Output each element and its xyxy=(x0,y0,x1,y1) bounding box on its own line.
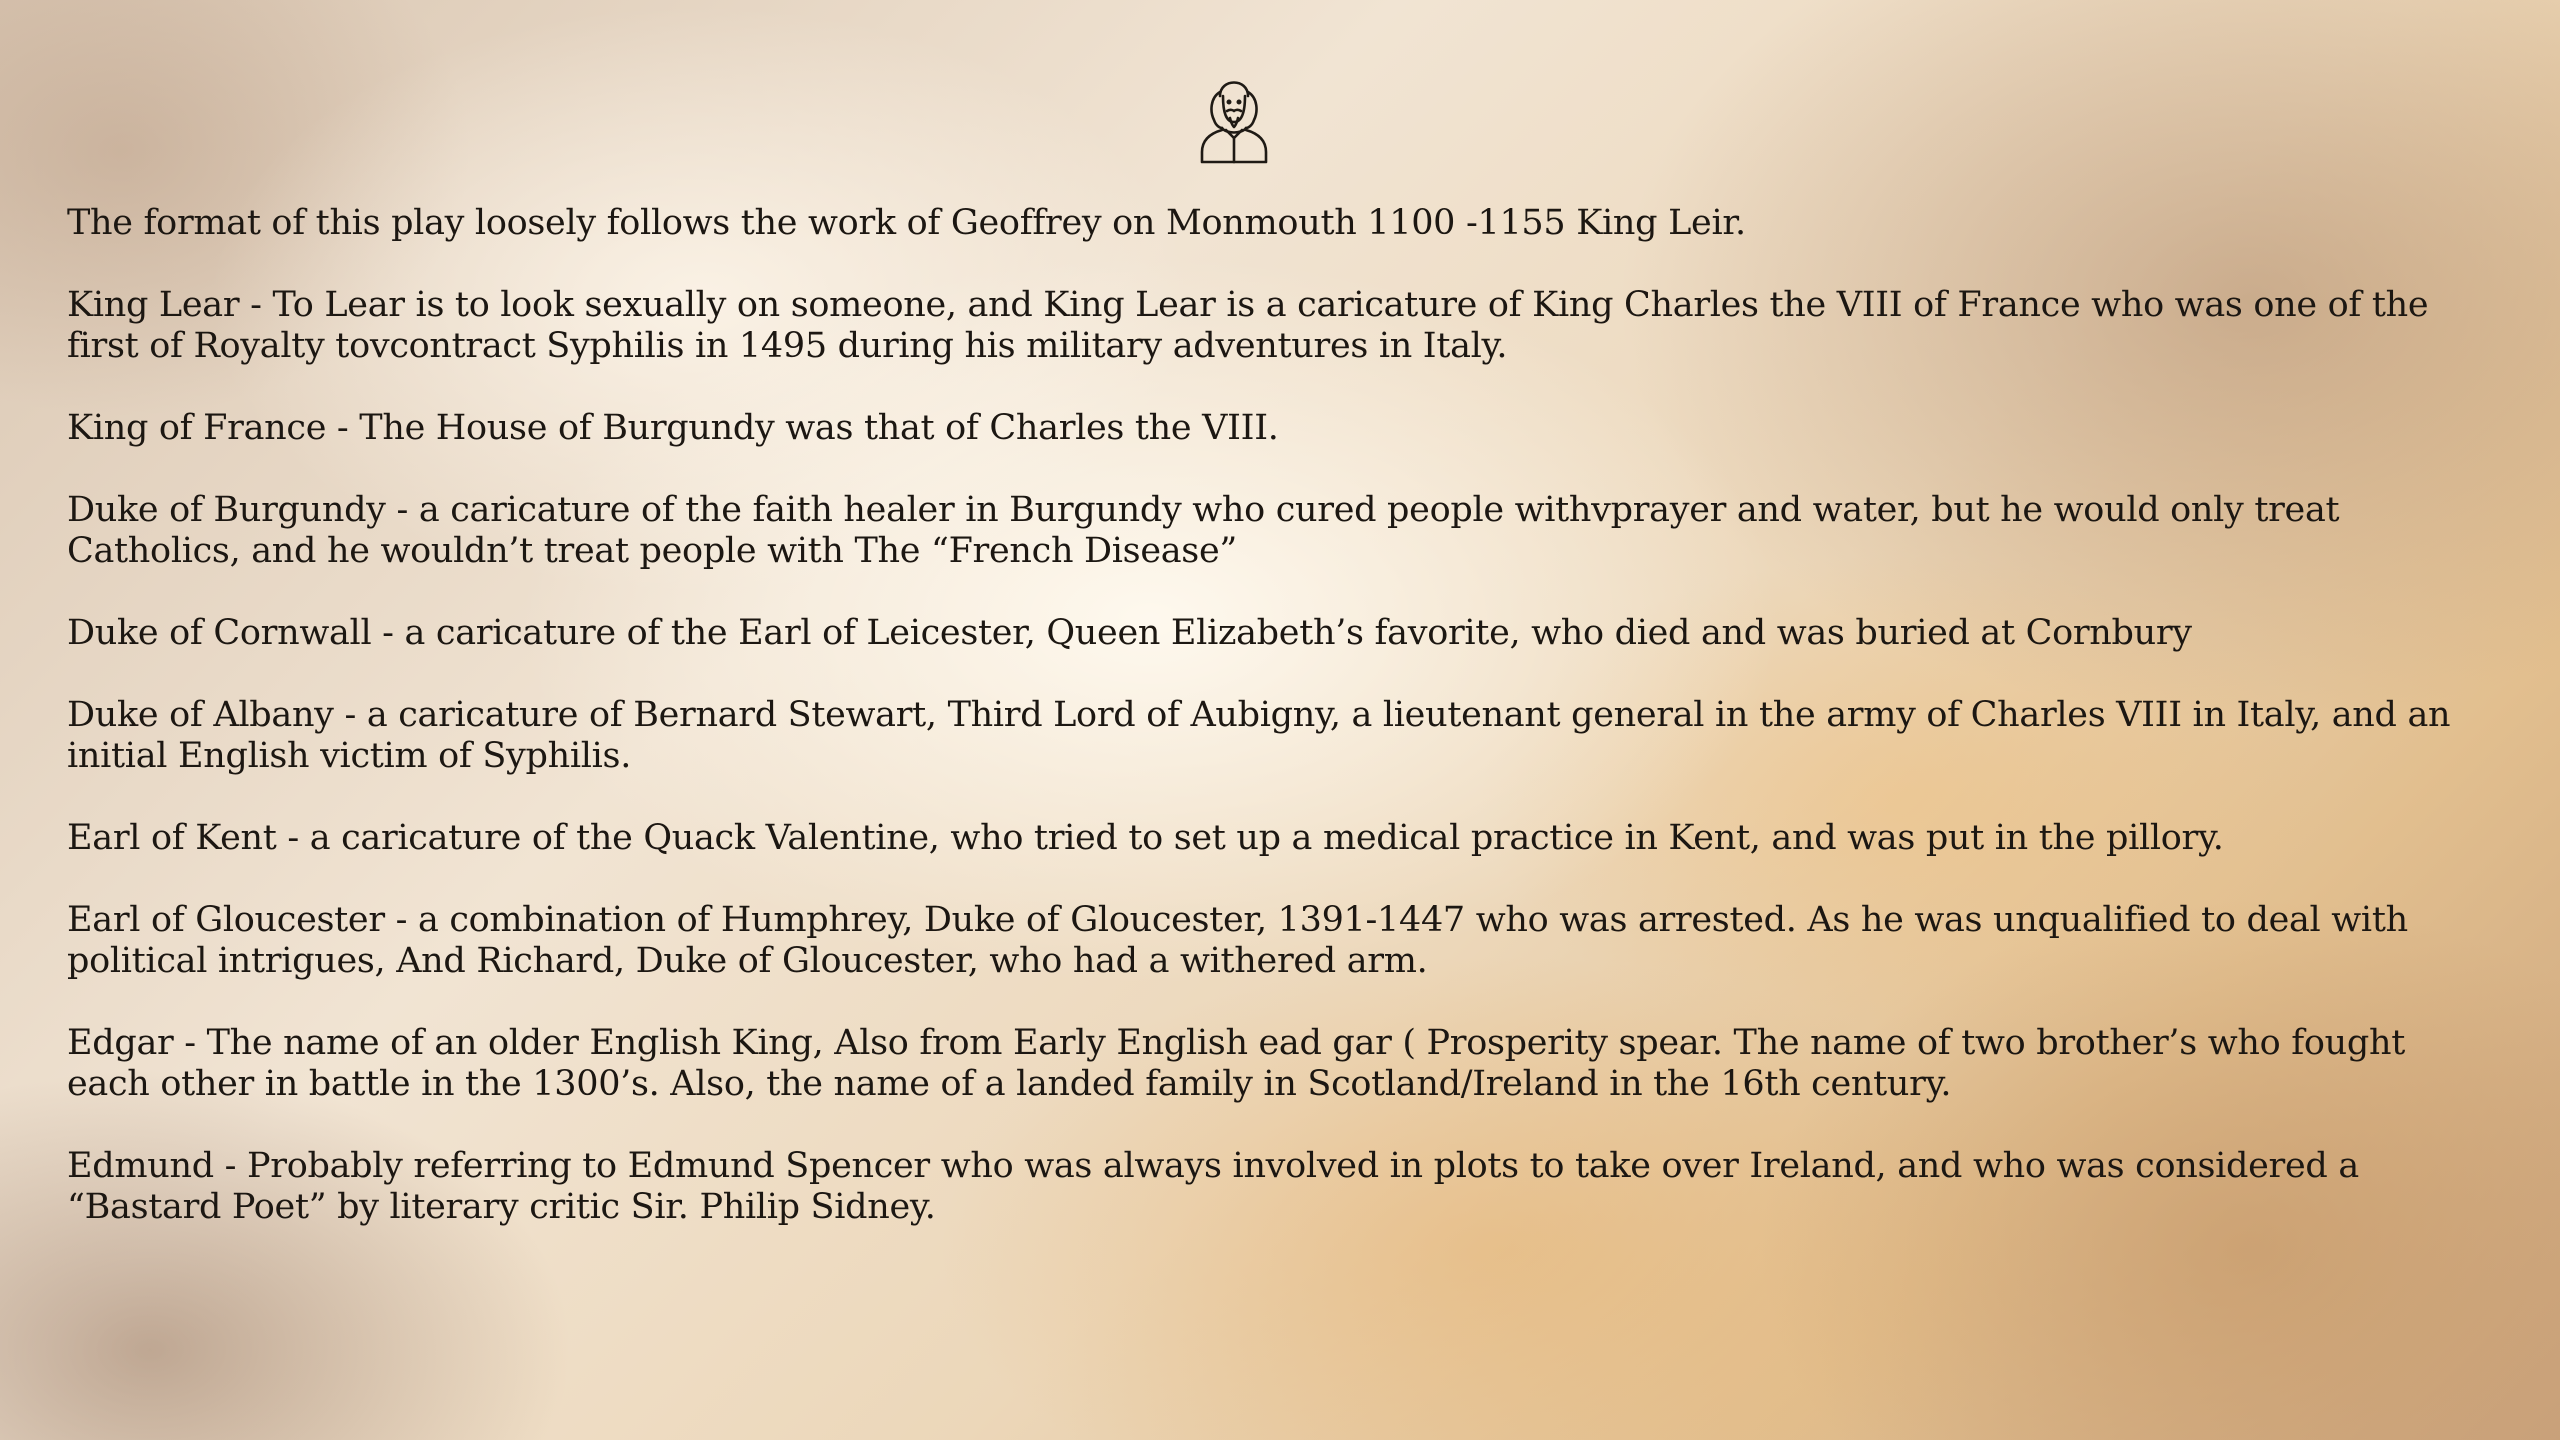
paragraph-earl-of-kent: Earl of Kent - a caricature of the Quack Valentine, who tried to set up a medical practice in Kent, and was put in the pillory. xyxy=(67,818,2224,858)
paragraph-duke-of-albany: Duke of Albany - a caricature of Bernard Stewart, Third Lord of Aubigny, a lieutenant general in the army of Charles VIII in Italy, and an initial English victim of Syphilis. xyxy=(67,695,2451,776)
paragraph-edmund: Edmund - Probably referring to Edmund Spencer who was always involved in plots to take over Ireland, and who was considered a “Bastard Poet” by literary critic Sir. Philip Sidney. xyxy=(67,1146,2359,1227)
paragraph-intro: The format of this play loosely follows the work of Geoffrey on Monmouth 1100 -1155 King Leir. xyxy=(67,203,1746,243)
paragraph-earl-of-gloucester: Earl of Gloucester - a combination of Humphrey, Duke of Gloucester, 1391-1447 who was arrested. As he was unqualified to deal with political intrigues, And Richard, Duke of Gloucester, who had a withered arm. xyxy=(67,900,2408,981)
paragraph-king-of-france: King of France - The House of Burgundy was that of Charles the VIII. xyxy=(67,408,1279,448)
shakespeare-portrait-icon xyxy=(1196,64,1272,166)
notes-text xyxy=(67,203,2467,1269)
paragraph-duke-of-burgundy: Duke of Burgundy - a caricature of the faith healer in Burgundy who cured people withvprayer and water, but he would only treat Catholics, and he wouldn’t treat people with The “French Disease” xyxy=(67,490,2340,571)
paragraph-king-lear: King Lear - To Lear is to look sexually on someone, and King Lear is a caricature of King Charles the VIII of France who was one of the first of Royalty tovcontract Syphilis in 1495 during his military adventures in Italy. xyxy=(67,285,2429,366)
paragraph-duke-of-cornwall: Duke of Cornwall - a caricature of the Earl of Leicester, Queen Elizabeth’s favorite, who died and was buried at Cornbury xyxy=(67,613,2192,653)
paragraph-edgar: Edgar - The name of an older English King, Also from Early English ead gar ( Prosperity spear. The name of two brother’s who fought each other in battle in the 1300’s. Also, the name of a landed family in Scotland/Ireland in the 16th century. xyxy=(67,1023,2406,1104)
